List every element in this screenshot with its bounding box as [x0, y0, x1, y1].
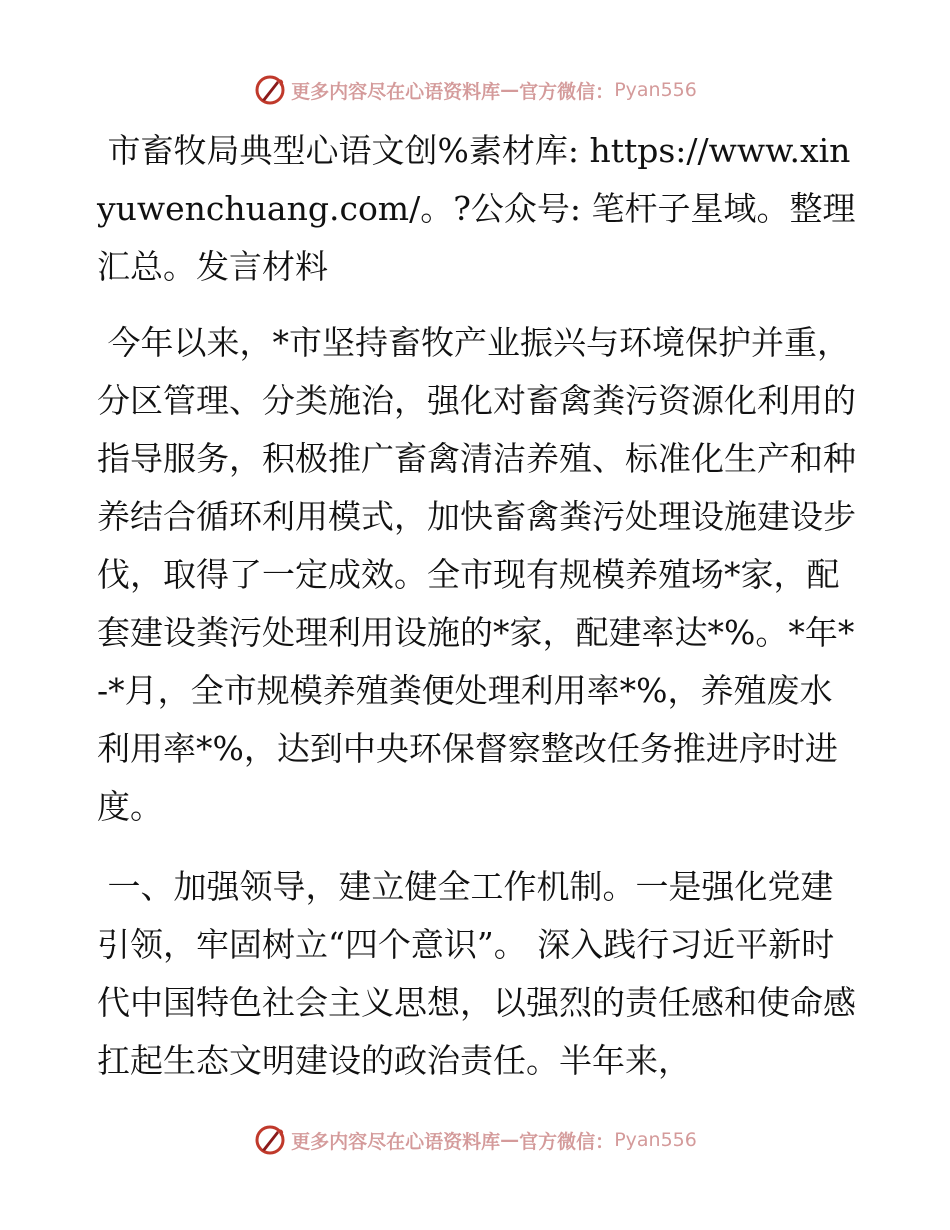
watermark-id: Pyan556 [614, 79, 697, 101]
footer-watermark [0, 1120, 950, 1160]
watermark-text: 更多内容尽在心语资料库 [291, 80, 501, 103]
watermark-dash: — [500, 79, 520, 101]
quill-logo-icon [253, 73, 287, 107]
watermark-text: 更多内容尽在心语资料库 [291, 1130, 501, 1153]
watermark-official: 官方微信： [519, 80, 615, 103]
watermark-id: Pyan556 [614, 1129, 697, 1151]
header-watermark [0, 70, 950, 110]
paragraph-summary: 今年以来，*市坚持畜牧产业振兴与环境保护并重，分区管理、分类施治，强化对畜禽粪污资源化利用的指导服务，积极推广畜禽清洁养殖、标准化生产和种养结合循环利用模式，加快畜禽粪污处理设施建设步伐，取得了一定成效。全市现有规模养殖场*家，配套建设粪污处理利用设施的*家，配建率达*%。*年*-*月，全市规模养殖粪便处理利用率*%，养殖废水利用率*%，达到中央环保督察整改任务推进序时进度。 [97, 323, 856, 826]
document-body [97, 122, 857, 1090]
paragraph-section-one: 一、加强领导，建立健全工作机制。一是强化党建引领，牢固树立“四个意识”。 深入践行习近平新时代中国特色社会主义思想，以强烈的责任感和使命感扛起生态文明建设的政治责任。半年来， [97, 867, 856, 1080]
paragraph-intro: 市畜牧局典型心语文创%素材库: https://www.xinyuwenchuang.com/。?公众号: 笔杆子星域。整理汇总。发言材料 [97, 131, 856, 286]
watermark-official: 官方微信： [519, 1130, 615, 1153]
watermark-dash: — [500, 1129, 520, 1151]
quill-logo-icon [253, 1123, 287, 1157]
